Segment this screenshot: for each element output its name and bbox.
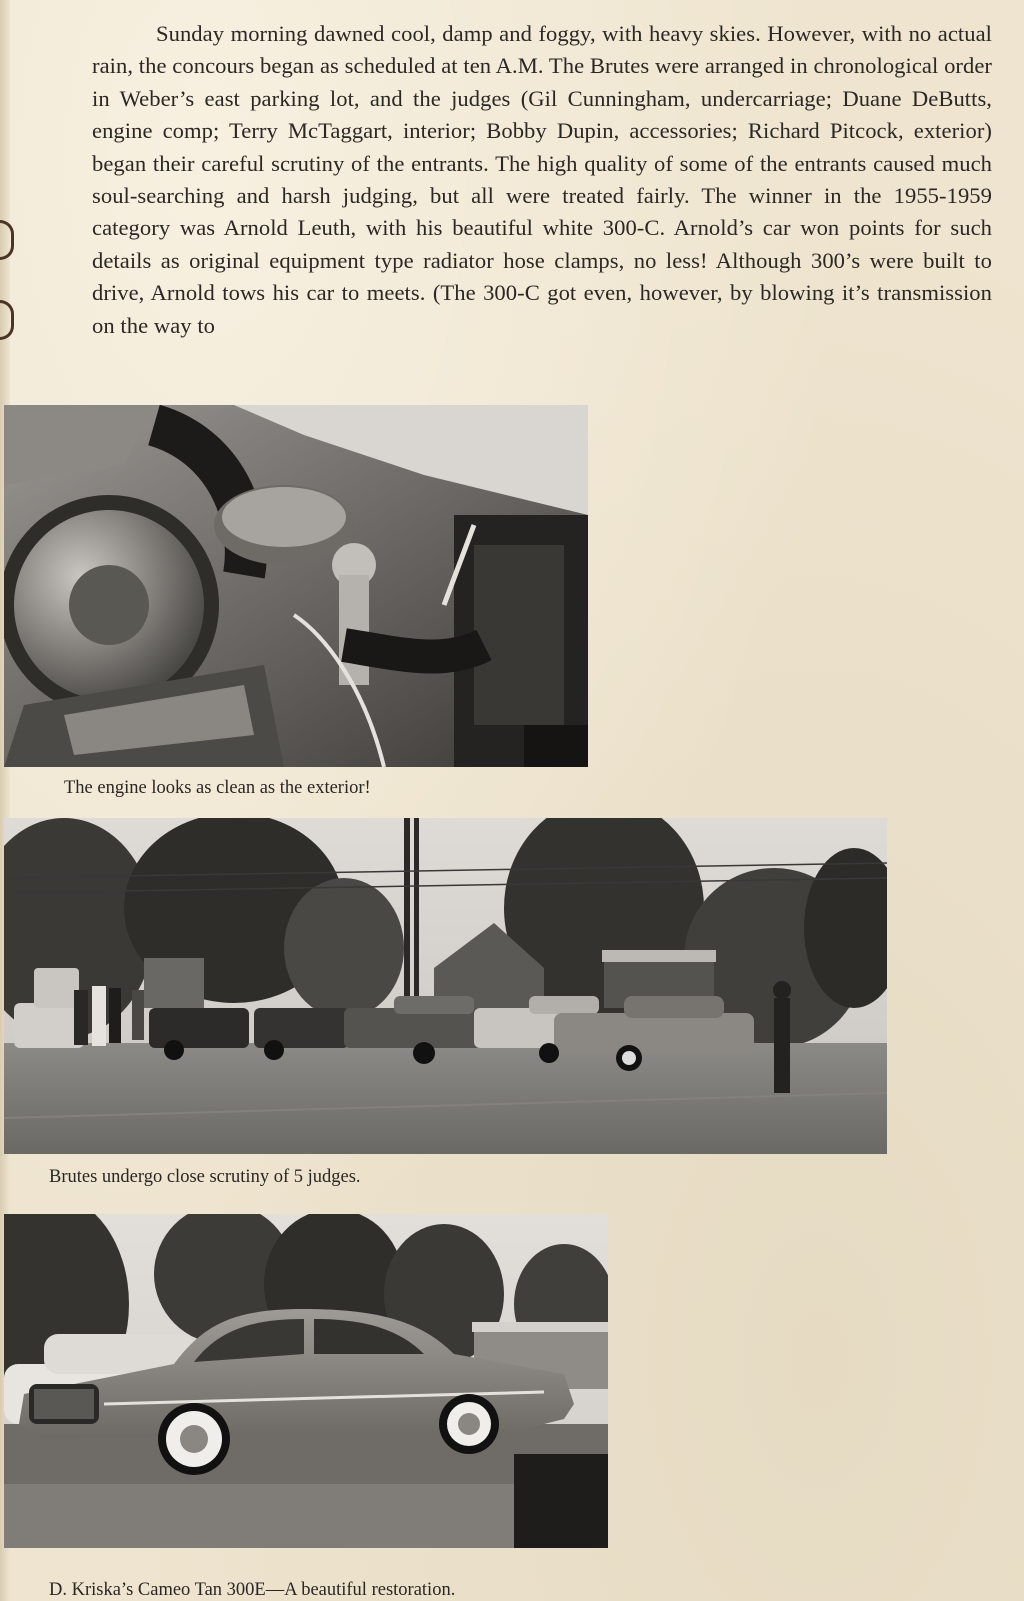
car-300e-photo xyxy=(4,1214,608,1548)
parking-lot-photo-caption: Brutes undergo close scrutiny of 5 judges. xyxy=(49,1167,361,1187)
car-300e-photo-caption: D. Kriska’s Cameo Tan 300E—A beautiful restoration. xyxy=(49,1580,456,1600)
article-body xyxy=(92,18,992,342)
parking-lot-photo-image xyxy=(4,818,887,1154)
binding-ring xyxy=(0,220,14,260)
binding-ring xyxy=(0,300,14,340)
car-300e-photo-image xyxy=(4,1214,608,1548)
engine-photo-image xyxy=(4,405,588,767)
parking-lot-photo xyxy=(4,818,887,1154)
engine-photo xyxy=(4,405,588,767)
engine-photo-caption: The engine looks as clean as the exterior! xyxy=(64,778,371,798)
article-paragraph: Sunday morning dawned cool, damp and foggy, with heavy skies. However, with no actual rain, the concours began as scheduled at ten A.M. The Brutes were arranged in chronological order in Weber’s east parking lot, and the judges (Gil Cunningham, undercarriage; Duane DeButts, engine comp; Terry McTaggart, interior; Bobby Dupin, accessories; Richard Pitcock, exterior) began their careful scrutiny of the entrants. The high quality of some of the entrants caused much soul-searching and harsh judging, but all were treated fairly. The winner in the 1955-1959 category was Arnold Leuth, with his beautiful white 300-C. Arnold’s car won points for such details as original equipment type radiator hose clamps, no less! Although 300’s were built to drive, Arnold tows his car to meets. (The 300-C got even, however, by blowing it’s transmission on the way to xyxy=(92,21,992,338)
